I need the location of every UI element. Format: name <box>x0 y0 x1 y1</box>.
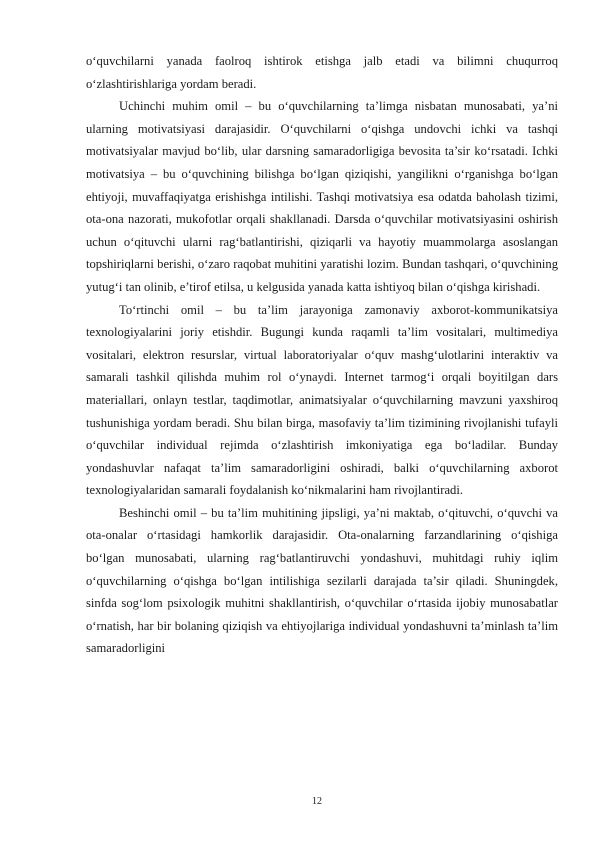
document-page <box>86 50 558 660</box>
paragraph-1-continuation: o‘quvchilarni yanada faolroq ishtirok etishga jalb etadi va bilimni chuqurroq o‘zlashtirishlariga yordam beradi. <box>86 54 558 91</box>
paragraph-third-factor: Uchinchi muhim omil – bu o‘quvchilarning ta’limga nisbatan munosabati, ya’ni ularning motivatsiyasi darajasidir. O‘quvchilarni o‘qishga undovchi ichki va tashqi motivatsiyalar mavjud bo‘lib, ular darsning samaradorligiga bevosita ta’sir ko‘rsatadi. Ichki motivatsiya – bu o‘quvchining bilishga bo‘lgan qiziqishi, yangilikni o‘rganishga bo‘lgan ehtiyoji, muvaffaqiyatga erishishga intilishi. Tashqi motivatsiya esa odatda baholash tizimi, ota-ona nazorati, mukofotlar orqali shakllanadi. Darsda o‘quvchilar motivatsiyasini oshirish uchun o‘qituvchi ularni rag‘batlantirishi, qiziqarli va hayotiy muammolarga asoslangan topshiriqlarni berishi, o‘zaro raqobat muhitini yaratishi lozim. Bundan tashqari, o‘quvchining yutug‘i tan olinib, e’tirof etilsa, u kelgusida yanada katta ishtiyoq bilan o‘qishga kirishadi. <box>86 99 558 294</box>
paragraph-fifth-factor: Beshinchi omil – bu ta’lim muhitining jipsligi, ya’ni maktab, o‘qituvchi, o‘quvchi va ota-onalar o‘rtasidagi hamkorlik darajasidir. Ota-onalarning farzandlarining o‘qishiga bo‘lgan munosabati, ularning rag‘batlantiruvchi yondashuvi, muhitdagi ruhiy iqlim o‘quvchilarning o‘qishga bo‘lgan intilishiga sezilarli darajada ta’sir qiladi. Shuningdek, sinfda sog‘lom psixologik muhitni shakllantirish, o‘quvchilar o‘rtasida ijobiy munosabatlar o‘rnatish, har bir bolaning qiziqish va ehtiyojlariga individual yondashuvni ta’minlash ta’lim samaradorligini <box>86 505 558 656</box>
paragraph-fourth-factor: To‘rtinchi omil – bu ta’lim jarayoniga zamonaviy axborot-kommunikatsiya texnologiyalarini joriy etishdir. Bugungi kunda raqamli ta’lim vositalari, multimediya vositalari, elektron resurslar, virtual laboratoriyalar o‘quv mashg‘ulotlarini interaktiv va samarali tashkil qilishda muhim rol o‘ynaydi. Internet tarmog‘i orqali boyitilgan dars materiallari, onlayn testlar, taqdimotlar, animatsiyalar o‘quvchilarning mavzuni yaxshiroq tushunishiga yordam beradi. Shu bilan birga, masofaviy ta’lim tizimining rivojlanishi tufayli o‘quvchilar individual rejimda o‘zlashtirish imkoniyatiga ega bo‘ladilar. Bunday yondashuvlar nafaqat ta’lim samaradorligini oshiradi, balki o‘quvchilarning axborot texnologiyalaridan samarali foydalanish ko‘nikmalarini ham rivojlantiradi. <box>86 302 558 498</box>
page-number: 12 <box>312 796 322 807</box>
